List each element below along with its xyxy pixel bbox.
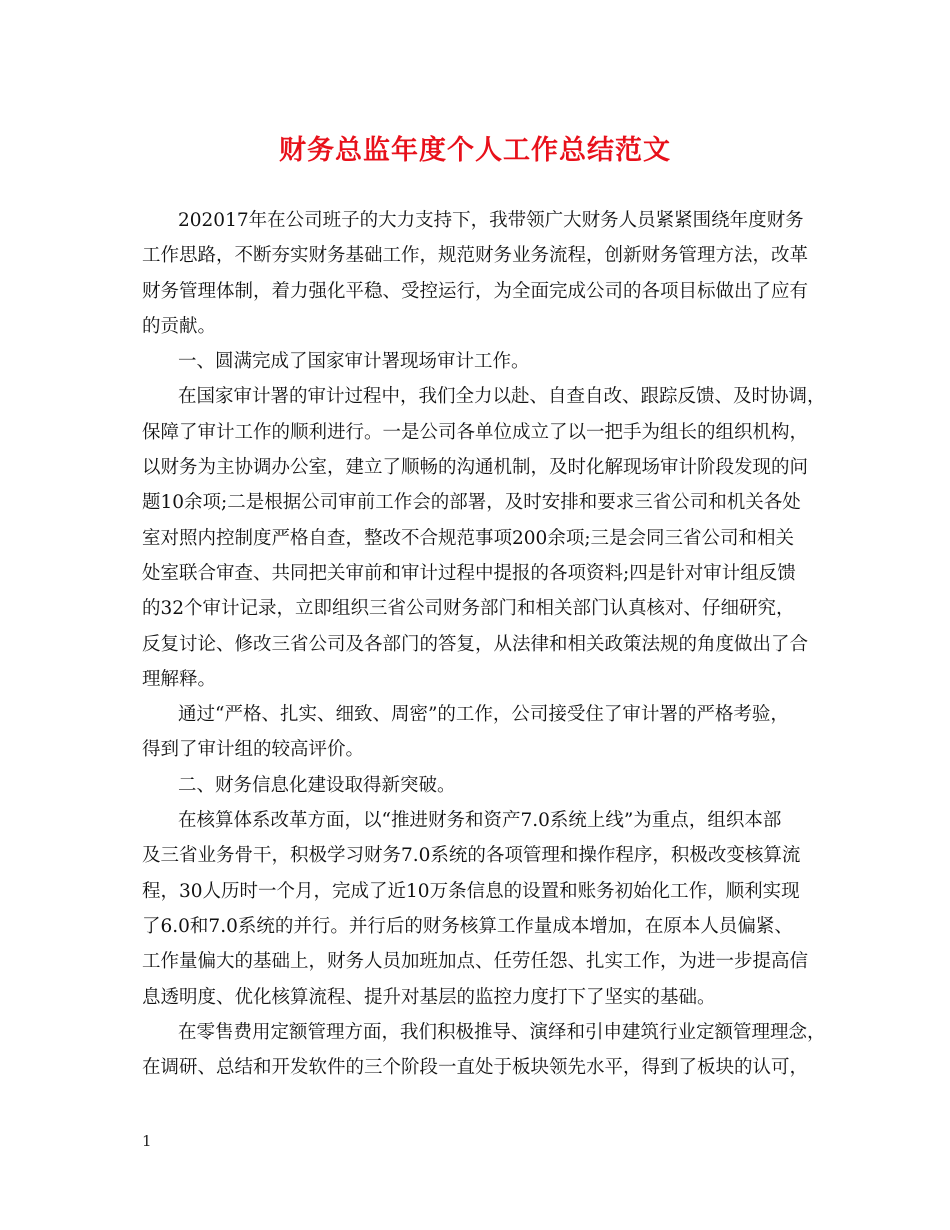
document-body [142, 203, 828, 1085]
text-line: 以财务为主协调办公室，建立了顺畅的沟通机制，及时化解现场审计阶段发现的问 [142, 457, 809, 479]
text-line: 工作量偏大的基础上，财务人员加班加点、任劳任怨、扎实工作，为进一步提高信 [142, 951, 809, 973]
text-line: 通过“严格、扎实、细致、周密”的工作，公司接受住了审计署的严格考验， [178, 704, 789, 726]
text-line: 息透明度、优化核算流程、提升对基层的监控力度打下了坚实的基础。 [142, 986, 716, 1008]
section-heading: 二、财务信息化建设取得新突破。 [178, 774, 456, 796]
text-line: 得到了审计组的较高评价。 [142, 739, 365, 761]
text-line: 反复讨论、修改三省公司及各部门的答复，从法律和相关政策法规的角度做出了合 [142, 633, 809, 655]
text-line: 工作思路，不断夯实财务基础工作，规范财务业务流程，创新财务管理方法，改革 [142, 245, 809, 267]
section-heading: 一、圆满完成了国家审计署现场审计工作。 [178, 351, 530, 373]
text-line: 保障了审计工作的顺利进行。一是公司各单位成立了以一把手为组长的组织机构， [142, 421, 809, 443]
text-line: 在国家审计署的审计过程中，我们全力以赴、自查自改、跟踪反馈、及时协调， [178, 386, 826, 408]
text-line: 处室联合审查、共同把关审前和审计过程中提报的各项资料;四是针对审计组反馈 [142, 562, 796, 584]
text-line: 了6.0和7.0系统的并行。并行后的财务核算工作量成本增加，在原本人员偏紧、 [142, 915, 793, 937]
text-line: 及三省业务骨干，积极学习财务7.0系统的各项管理和操作程序，积极改变核算流 [142, 845, 801, 867]
text-line: 在核算体系改革方面，以“推进财务和资产7.0系统上线”为重点，组织本部 [178, 810, 782, 832]
page-number: 1 [142, 1132, 152, 1150]
text-line: 202017年在公司班子的大力支持下，我带领广大财务人员紧紧围绕年度财务 [178, 210, 804, 231]
text-line: 在调研、总结和开发软件的三个阶段一直处于板块领先水平，得到了板块的认可， [142, 1057, 809, 1079]
text-line: 在零售费用定额管理方面，我们积极推导、演绎和引申建筑行业定额管理理念， [178, 1021, 826, 1043]
document-title: 财务总监年度个人工作总结范文 [279, 135, 671, 166]
text-line: 室对照内控制度严格自查，整改不合规范事项200余项;三是会同三省公司和相关 [142, 527, 795, 549]
text-line: 财务管理体制，着力强化平稳、受控运行，为全面完成公司的各项目标做出了应有 [142, 280, 809, 302]
text-line: 的贡献。 [142, 315, 217, 337]
text-line: 程，30人历时一个月，完成了近10万条信息的设置和账务初始化工作，顺利实现 [142, 880, 800, 902]
text-line: 理解释。 [142, 668, 217, 690]
text-line: 的32个审计记录，立即组织三省公司财务部门和相关部门认真核对、仔细研究， [142, 598, 795, 620]
text-line: 题10余项;二是根据公司审前工作会的部署，及时安排和要求三省公司和机关各处 [142, 492, 801, 514]
